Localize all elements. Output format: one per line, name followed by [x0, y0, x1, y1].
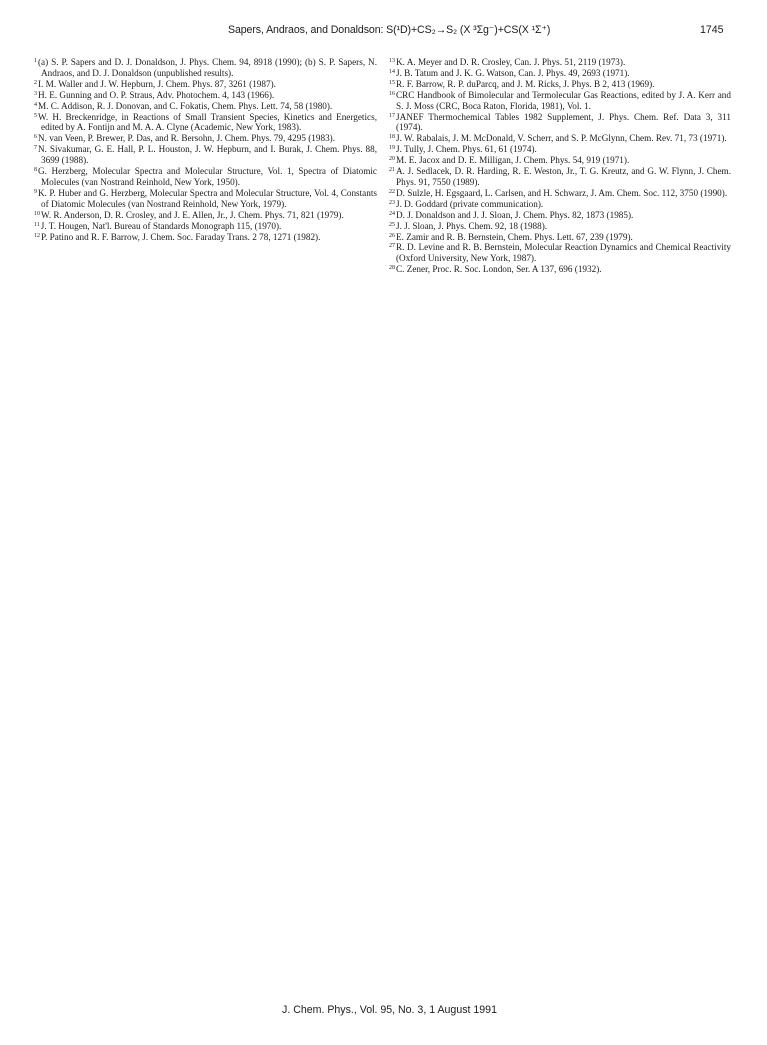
- reference-text: J. W. Rabalais, J. M. McDonald, V. Scherr, and S. P. McGlynn, Chem. Rev. 71, 73 (1971).: [396, 133, 727, 144]
- reference-item: [389, 68, 731, 79]
- reference-number: 14: [389, 68, 395, 75]
- reference-text: JANEF Thermochemical Tables 1982 Supplement, J. Phys. Chem. Ref. Data 3, 311 (1974).: [396, 111, 731, 133]
- reference-text: J. D. Goddard (private communication).: [396, 198, 544, 209]
- reference-number: 5: [34, 112, 37, 119]
- reference-text: I. M. Waller and J. W. Hepburn, J. Chem. Phys. 87, 3261 (1987).: [38, 78, 276, 89]
- reference-number: 19: [389, 145, 395, 152]
- journal-citation: J. Chem. Phys., Vol. 95, No. 3, 1 August 1991: [282, 1004, 497, 1016]
- reference-item: [389, 79, 731, 90]
- reference-text: W. H. Breckenridge, in Reactions of Small Transient Species, Kinetics and Energetics, edited by A. Fontijn and M. A. A. Clyne (Academic, New York, 1983).: [38, 111, 377, 133]
- reference-number: 2: [34, 79, 37, 86]
- reference-text: M. C. Addison, R. J. Donovan, and C. Fokatis, Chem. Phys. Lett. 74, 58 (1980).: [38, 100, 333, 111]
- reference-number: 10: [34, 210, 40, 217]
- reference-item: [34, 101, 377, 112]
- reference-item: [34, 133, 377, 144]
- reference-number: 9: [34, 188, 37, 195]
- reference-text: CRC Handbook of Bimolecular and Termolecular Gas Reactions, edited by J. A. Kerr and S. J. Moss (CRC, Boca Raton, Florida, 1981), Vol. 1.: [396, 89, 731, 111]
- reference-text: (a) S. P. Sapers and D. J. Donaldson, J. Phys. Chem. 94, 8918 (1990); (b) S. P. Sapers, N. Andraos, and D. J. Donaldson (unpublished results).: [38, 57, 377, 78]
- reference-text: K. P. Huber and G. Herzberg, Molecular Spectra and Molecular Structure, Vol. 4, Constants of Diatomic Molecules (van Nostrand Reinhold, New York, 1979).: [38, 187, 377, 209]
- reference-number: 18: [389, 134, 395, 141]
- reference-text: H. E. Gunning and O. P. Straus, Adv. Photochem. 4, 143 (1966).: [38, 89, 275, 100]
- reference-text: N. van Veen, P. Brewer, P. Das, and R. Bersohn, J. Chem. Phys. 79, 4295 (1983).: [38, 133, 336, 144]
- reference-number: 28: [389, 265, 395, 272]
- reference-item: [34, 90, 377, 101]
- reference-item: [389, 133, 731, 144]
- reference-number: 15: [389, 79, 395, 86]
- reference-item: [34, 232, 377, 243]
- reference-number: 22: [389, 188, 395, 195]
- reference-number: 1: [34, 58, 37, 64]
- reference-item: [34, 221, 377, 232]
- reference-number: 11: [34, 221, 40, 228]
- reference-item: [389, 210, 731, 221]
- reference-item: [389, 264, 731, 275]
- reference-number: 24: [389, 210, 395, 217]
- reference-text: G. Herzberg, Molecular Spectra and Molecular Structure, Vol. 1, Spectra of Diatomic Molecules (van Nostrand Reinhold, New York, 1950).: [38, 166, 377, 187]
- reference-text: P. Patino and R. F. Barrow, J. Chem. Soc. Faraday Trans. 2 78, 1271 (1982).: [41, 231, 321, 242]
- reference-number: 13: [389, 58, 395, 64]
- running-title: Sapers, Andraos, and Donaldson: S(¹D)+CS₂→S₂ (X ³Σg⁻)+CS(X ¹Σ⁺): [228, 24, 551, 36]
- reference-item: [389, 199, 731, 210]
- reference-text: D. J. Donaldson and J. J. Sloan, J. Chem. Phys. 82, 1873 (1985).: [396, 209, 634, 220]
- reference-text: W. R. Anderson, D. R. Crosley, and J. E. Allen, Jr., J. Chem. Phys. 71, 821 (1979).: [41, 209, 344, 220]
- reference-number: 23: [389, 199, 395, 206]
- reference-number: 6: [34, 134, 37, 141]
- page-number: 1745: [700, 24, 724, 36]
- reference-text: M. E. Jacox and D. E. Milligan, J. Chem. Phys. 54, 919 (1971).: [396, 155, 630, 166]
- reference-number: 3: [34, 90, 37, 97]
- reference-number: 16: [389, 90, 395, 97]
- reference-number: 26: [389, 232, 395, 239]
- reference-item: [389, 144, 731, 155]
- reference-number: 21: [389, 167, 395, 174]
- reference-number: 17: [389, 112, 395, 119]
- reference-text: D. Sulzle, H. Egsgaard, L. Carlsen, and H. Schwarz, J. Am. Chem. Soc. 112, 3750 (1990).: [396, 187, 728, 198]
- reference-text: J. B. Tatum and J. K. G. Watson, Can. J. Phys. 49, 2693 (1971).: [396, 67, 630, 78]
- reference-item: [389, 242, 731, 264]
- reference-number: 12: [34, 232, 40, 239]
- reference-item: [389, 221, 731, 232]
- reference-item: [34, 210, 377, 221]
- reference-text: J. J. Sloan, J. Phys. Chem. 92, 18 (1988).: [396, 220, 548, 231]
- reference-number: 4: [34, 101, 37, 108]
- reference-number: 25: [389, 221, 395, 228]
- reference-number: 20: [389, 156, 395, 163]
- page-footer: [0, 1004, 767, 1016]
- reference-item: [34, 57, 377, 79]
- reference-item: [389, 90, 731, 112]
- reference-item: [34, 188, 377, 210]
- reference-text: J. T. Hougen, Nat'l. Bureau of Standards Monograph 115, (1970).: [40, 220, 282, 231]
- reference-item: [34, 112, 377, 134]
- reference-item: [389, 232, 731, 243]
- reference-item: [34, 144, 377, 166]
- reference-number: 7: [34, 145, 37, 152]
- reference-text: R. D. Levine and R. B. Bernstein, Molecular Reaction Dynamics and Chemical Reactivity (Oxford University, New York, 1987).: [396, 242, 731, 264]
- reference-text: C. Zener, Proc. R. Soc. London, Ser. A 137, 696 (1932).: [396, 264, 602, 275]
- reference-number: 8: [34, 167, 37, 174]
- reference-text: A. J. Sedlacek, D. R. Harding, R. E. Weston, Jr., T. G. Kreutz, and G. W. Flynn, J. Chem. Phys. 91, 7550 (1989).: [396, 166, 731, 187]
- reference-number: 27: [389, 243, 395, 250]
- reference-item: [389, 112, 731, 134]
- reference-item: [34, 79, 377, 90]
- reference-item: [389, 188, 731, 199]
- reference-text: R. F. Barrow, R. P. duParcq, and J. M. Ricks, J. Phys. B 2, 413 (1969).: [396, 78, 655, 89]
- page-header: [0, 24, 767, 40]
- reference-text: N. Sivakumar, G. E. Hall, P. L. Houston, J. W. Hepburn, and I. Burak, J. Chem. Phys. 88, 3699 (1988).: [38, 144, 377, 166]
- reference-text: K. A. Meyer and D. R. Crosley, Can. J. Phys. 51, 2119 (1973).: [396, 57, 626, 67]
- references-right-column: [389, 57, 731, 275]
- reference-text: E. Zamir and R. B. Bernstein, Chem. Phys. Lett. 67, 239 (1979).: [396, 231, 633, 242]
- reference-item: [389, 155, 731, 166]
- reference-text: J. Tully, J. Chem. Phys. 61, 61 (1974).: [396, 144, 537, 155]
- reference-item: [34, 166, 377, 188]
- references-left-column: [34, 57, 377, 242]
- reference-item: [389, 166, 731, 188]
- reference-item: [389, 57, 731, 68]
